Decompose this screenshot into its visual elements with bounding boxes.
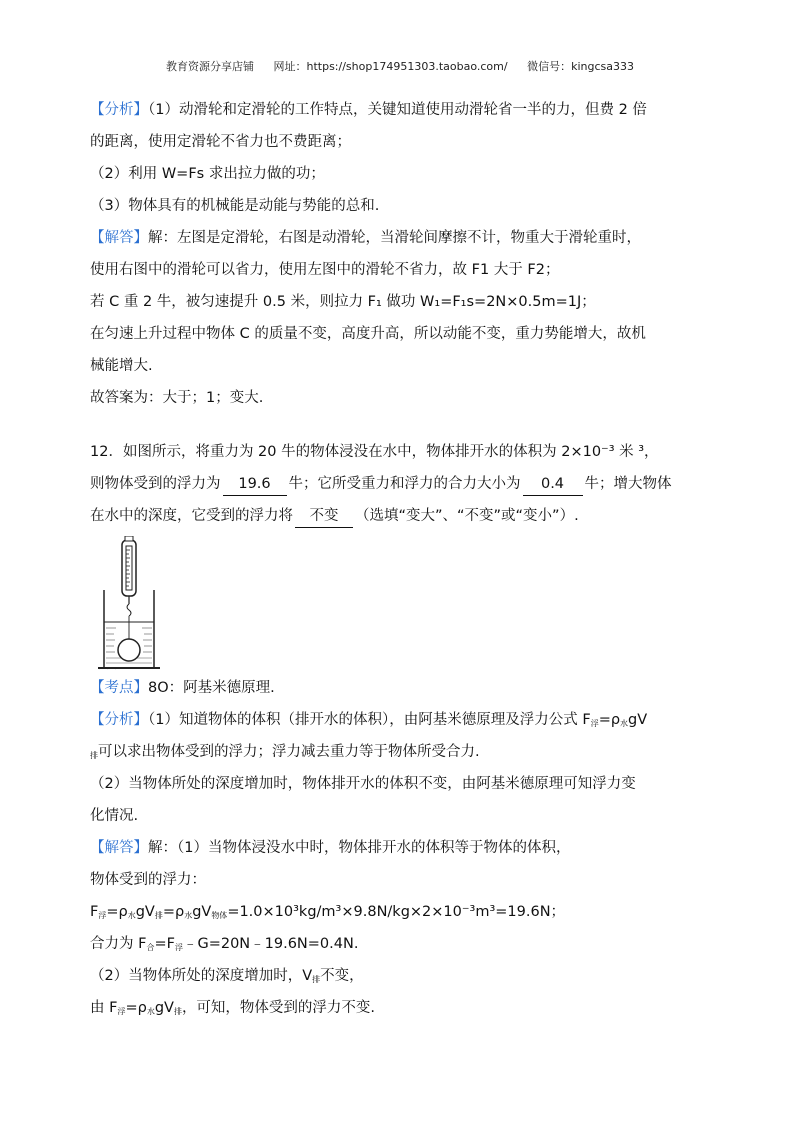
- kaodian-tag: 【考点】: [90, 680, 148, 696]
- q12-kaodian: [90, 672, 710, 704]
- q12-analysis-line-4: 化情况.: [90, 808, 139, 824]
- spring-scale-figure: [90, 532, 710, 672]
- subscript: 水: [620, 719, 629, 728]
- q12-solution-line-3: $F_浮=\rho_水gV_排=\rho_水gV_{物体}=1.0\times 10^3kg/m^3\times 9.8N/kg\times 2\times 10^{-3}m^3=19.6N$；: [90, 904, 566, 920]
- text: gV: [192, 904, 212, 920]
- q12-analysis-line-3: （2）当物体所处的深度增加时，物体排开水的体积不变，由阿基米德原理可知浮力变: [90, 776, 636, 792]
- answer-blank-3: 不变: [295, 505, 353, 528]
- text: 解：左图是定滑轮，右图是动滑轮，当滑轮间摩擦不计，物重大于滑轮重时，: [148, 230, 641, 246]
- text: 8O：阿基米德原理.: [148, 680, 275, 696]
- answer-blank-2: 0.4: [523, 473, 583, 496]
- q12-solution-line-4: 合力为 $F_合=F_浮﹣G=20N﹣19.6N=0.4N$.: [90, 936, 359, 952]
- subscript: 排: [312, 975, 321, 984]
- text: =ρ: [598, 712, 621, 728]
- analysis-tag: 【分析】: [90, 102, 148, 118]
- q11-answer: 故答案为：大于；1；变大.: [90, 390, 264, 406]
- text: （1）动滑轮和定滑轮的工作特点，关键知道使用动滑轮省一半的力，但费 2 倍: [148, 102, 647, 118]
- subscript: 排: [154, 911, 163, 920]
- subscript: 浮: [98, 911, 107, 920]
- q12-solution-line-1: [90, 832, 710, 864]
- text: 由 F: [90, 1000, 118, 1016]
- text: gV: [154, 1000, 174, 1016]
- subscript: 排: [173, 1007, 182, 1016]
- solution-tag: 【解答】: [90, 230, 148, 246]
- q11-analysis-line-3: （2）利用 W=Fs 求出拉力做的功；: [90, 166, 325, 182]
- q12-analysis-line-2: [90, 736, 710, 768]
- subscript: 浮: [174, 943, 183, 952]
- q11-solution-line-2: 使用右图中的滑轮可以省力，使用左图中的滑轮不省力，故 F1 大于 F2；: [90, 262, 560, 278]
- text: =ρ: [106, 904, 128, 920]
- text: 可以求出物体受到的浮力；浮力减去重力等于物体所受合力.: [98, 744, 480, 760]
- q11-analysis-line-4: （3）物体具有的机械能是动能与势能的总和.: [90, 198, 380, 214]
- spring-scale-diagram: [98, 536, 168, 670]
- q11-solution-line-4: 在匀速上升过程中物体 C 的质量不变，高度升高，所以动能不变，重力势能增大，故机: [90, 326, 646, 342]
- text: 在水中的深度，它受到的浮力将: [90, 508, 293, 524]
- subscript: 物体: [211, 911, 228, 920]
- subscript: 水: [127, 911, 136, 920]
- subscript: 水: [184, 911, 193, 920]
- text: =ρ: [162, 904, 185, 920]
- subscript: 合: [146, 943, 155, 952]
- page-header: [0, 58, 800, 74]
- text: 牛；增大物体: [584, 476, 672, 492]
- text: 牛；它所受重力和浮力的合力大小为: [288, 476, 521, 492]
- q11-solution-line-3: 若 C 重 2 牛，被匀速提升 0.5 米，则拉力 F₁ 做功 W₁=F₁s=2N×0.5m=1J；: [90, 294, 596, 310]
- text: =1.0×10³kg/m³×9.8N/kg×2×10⁻³m³=19.6N；: [227, 904, 566, 920]
- subscript: 浮: [117, 1007, 126, 1016]
- header-shop: 教育资源分享店铺: [166, 60, 254, 73]
- text: =ρ: [125, 1000, 147, 1016]
- q11-analysis-line-1: [90, 94, 710, 126]
- q12-solution-line-6: [90, 992, 710, 1024]
- header-wechat: 微信号：kingcsa333: [527, 60, 634, 73]
- document-body: [90, 94, 710, 1024]
- text: 不变，: [320, 968, 364, 984]
- text: （2）当物体所处的深度增加时，V: [90, 968, 313, 984]
- header-url: 网址：https://shop174951303.taobao.com/: [273, 60, 508, 73]
- text: gV: [628, 712, 648, 728]
- q11-analysis-line-2: 的距离，使用定滑轮不省力也不费距离；: [90, 134, 351, 150]
- q12-solution-line-5: [90, 960, 710, 992]
- q12-stem-line-1: 12．如图所示，将重力为 20 牛的物体浸没在水中，物体排开水的体积为 2×10⁻³ 米 ³，: [90, 444, 659, 460]
- analysis-tag: 【分析】: [90, 712, 148, 728]
- text: gV: [135, 904, 155, 920]
- text: 则物体受到的浮力为: [90, 476, 221, 492]
- q11-solution-line-1: [90, 222, 710, 254]
- subscript: 浮: [590, 719, 599, 728]
- text: （选填“变大”、“不变”或“变小”）.: [355, 508, 579, 524]
- q12-stem-line-3: [90, 500, 710, 532]
- q12-solution-line-2: 物体受到的浮力：: [90, 872, 206, 888]
- answer-blank-1: 19.6: [223, 473, 287, 496]
- subscript: 水: [146, 1007, 155, 1016]
- q12-stem-line-2: [90, 468, 710, 500]
- text: ﹣G=20N﹣19.6N=0.4N.: [182, 936, 359, 952]
- text: 合力为 F: [90, 936, 147, 952]
- text: （1）知道物体的体积（排开水的体积），由阿基米德原理及浮力公式 F: [148, 712, 591, 728]
- solution-tag: 【解答】: [90, 840, 148, 856]
- q11-solution-line-5: 械能增大.: [90, 358, 153, 374]
- text: 解：（1）当物体浸没水中时，物体排开水的体积等于物体的体积，: [148, 840, 571, 856]
- submerged-ball: [118, 639, 140, 661]
- q12-analysis-line-1: [90, 704, 710, 736]
- text: ，可知，物体受到的浮力不变.: [181, 1000, 376, 1016]
- subscript: 排: [90, 751, 98, 760]
